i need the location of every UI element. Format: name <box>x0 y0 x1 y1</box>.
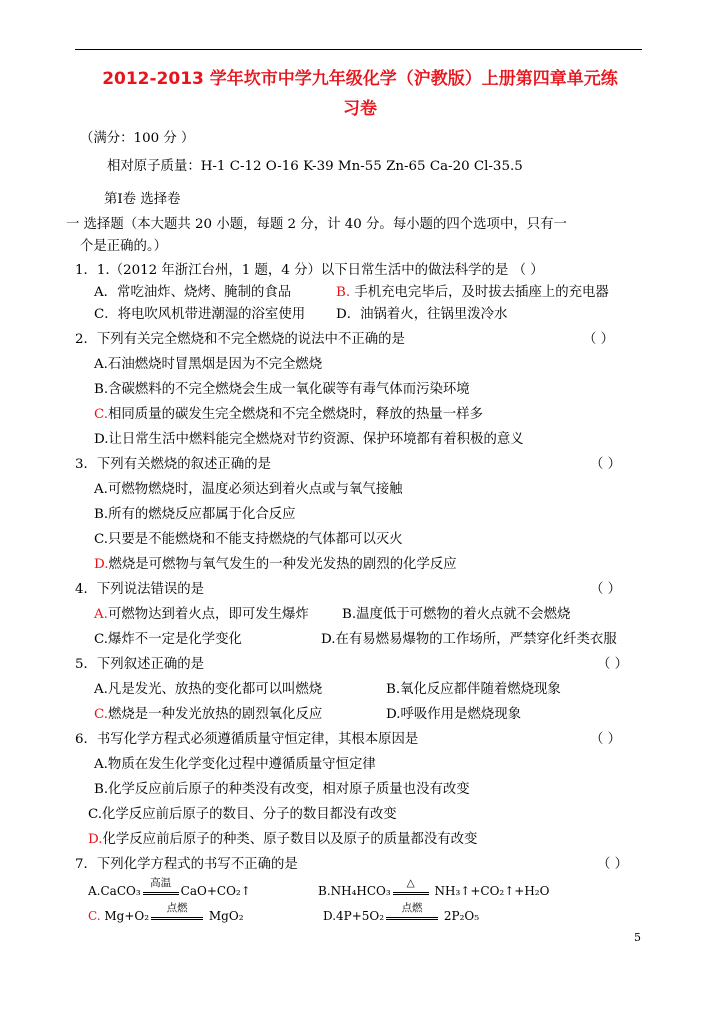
q6-answer-paren: （ ） <box>590 732 622 747</box>
q7-option-d: D.4P+5O₂ 点燃 2P₂O₅ <box>323 907 479 926</box>
q3-answer-letter: D. <box>94 557 109 572</box>
q4-answer-letter: A. <box>94 607 108 622</box>
q6-answer-letter: D. <box>88 832 103 847</box>
reaction-condition: 点燃 <box>149 908 205 926</box>
q2-option-c: C.相同质量的碳发生完全燃烧和不完全燃烧时，释放的热量一样多 <box>94 407 483 422</box>
q5-answer-paren: （ ） <box>597 657 629 672</box>
q6-option-a: A.物质在发生化学变化过程中遵循质量守恒定律 <box>94 757 376 772</box>
header-rule <box>75 49 642 50</box>
q7-stem: 7．下列化学方程式的书写不正确的是 <box>75 857 298 872</box>
q4-option-b: B.温度低于可燃物的着火点就不会燃烧 <box>342 607 571 622</box>
q5-answer-letter: C. <box>94 707 109 722</box>
q1-answer-letter: B. <box>336 285 351 300</box>
q3-option-b: B.所有的燃烧反应都属于化合反应 <box>94 507 296 522</box>
q3-stem: 3．下列有关燃烧的叙述正确的是 <box>75 457 271 472</box>
q2-option-b: B.含碳燃料的不完全燃烧会生成一氧化碳等有毒气体而污染环境 <box>94 382 470 397</box>
q1-option-d: D．油锅着火，往锅里泼冷水 <box>336 307 508 322</box>
q7-option-c: C. Mg+O₂ 点燃 MgO₂ <box>88 907 244 926</box>
q2-option-d: D.让日常生活中燃料能完全燃烧对节约资源、保护环境都有着积极的意义 <box>94 432 524 447</box>
volume-heading: 第Ⅰ卷 选择卷 <box>104 192 181 207</box>
reaction-condition: △ <box>391 883 431 901</box>
q4-option-a: A.可燃物达到着火点，即可发生爆炸 <box>94 607 309 622</box>
q4-option-c: C.爆炸不一定是化学变化 <box>94 632 242 647</box>
reaction-condition: 点燃 <box>384 908 440 926</box>
q1-option-b: B. 手机充电完毕后，及时拔去插座上的充电器 <box>336 285 609 300</box>
q7-answer-letter: C. <box>88 909 101 923</box>
q2-answer-paren: （ ） <box>583 332 615 347</box>
q6-option-c: C.化学反应前后原子的数目、分子的数目都没有改变 <box>88 807 397 822</box>
q7-answer-paren: （ ） <box>597 857 629 872</box>
q4-stem: 4．下列说法错误的是 <box>75 582 205 597</box>
page-title-line1: 2012-2013 学年坎市中学九年级化学（沪教版）上册第四章单元练 <box>102 69 618 89</box>
q1-stem: 1．1.（2012 年浙江台州，1 题，4 分）以下日常生活中的做法科学的是 （ ） <box>75 263 544 278</box>
q1-option-c: C．将电吹风机带进潮湿的浴室使用 <box>94 307 306 322</box>
q6-option-d: D.化学反应前后原子的种类、原子数目以及原子的质量都没有改变 <box>88 832 478 847</box>
q3-answer-paren: （ ） <box>590 457 622 472</box>
q7-option-b: B.NH₄HCO₃ △ NH₃↑+CO₂↑+H₂O <box>318 882 549 901</box>
reaction-condition: 高温 <box>141 883 181 901</box>
page-title-line2: 习卷 <box>343 99 377 119</box>
page-number: 5 <box>634 931 641 944</box>
q5-option-c: C.燃烧是一种发光放热的剧烈氧化反应 <box>94 707 323 722</box>
q3-option-c: C.只要是不能燃烧和不能支持燃烧的气体都可以灭火 <box>94 532 403 547</box>
q6-option-b: B.化学反应前后原子的种类没有改变，相对原子质量也没有改变 <box>94 782 470 797</box>
q4-answer-paren: （ ） <box>590 582 622 597</box>
q5-option-a: A.凡是发光、放热的变化都可以叫燃烧 <box>94 682 323 697</box>
q6-stem: 6．书写化学方程式必须遵循质量守恒定律，其根本原因是 <box>75 732 419 747</box>
full-score: （满分：100 分 ） <box>80 131 195 146</box>
q2-option-a: A.石油燃烧时冒黑烟是因为不完全燃烧 <box>94 357 323 372</box>
q3-option-d: D.燃烧是可燃物与氧气发生的一种发光发热的剧烈的化学反应 <box>94 557 457 572</box>
q7-option-a: A.CaCO₃ 高温 CaO+CO₂↑ <box>88 882 251 901</box>
section-instructions-1: 一 选择题（本大题共 20 小题，每题 2 分，计 40 分。每小题的四个选项中，只有一 <box>66 217 567 232</box>
atomic-mass-line: 相对原子质量：H-1 C-12 O-16 K-39 Mn-55 Zn-65 Ca-20 Cl-35.5 <box>107 159 523 174</box>
q5-stem: 5．下列叙述正确的是 <box>75 657 205 672</box>
q4-option-d: D.在有易燃易爆物的工作场所，严禁穿化纤类衣服 <box>321 632 617 647</box>
section-instructions-2: 个是正确的。） <box>80 239 168 254</box>
q1-option-a: A．常吃油炸、烧烤、腌制的食品 <box>94 285 292 300</box>
q5-option-b: B.氧化反应都伴随着燃烧现象 <box>386 682 561 697</box>
q2-answer-letter: C. <box>94 407 109 422</box>
q3-option-a: A.可燃物燃烧时，温度必须达到着火点或与氧气接触 <box>94 482 403 497</box>
q5-option-d: D.呼吸作用是燃烧现象 <box>386 707 522 722</box>
q2-stem: 2．下列有关完全燃烧和不完全燃烧的说法中不正确的是 <box>75 332 405 347</box>
